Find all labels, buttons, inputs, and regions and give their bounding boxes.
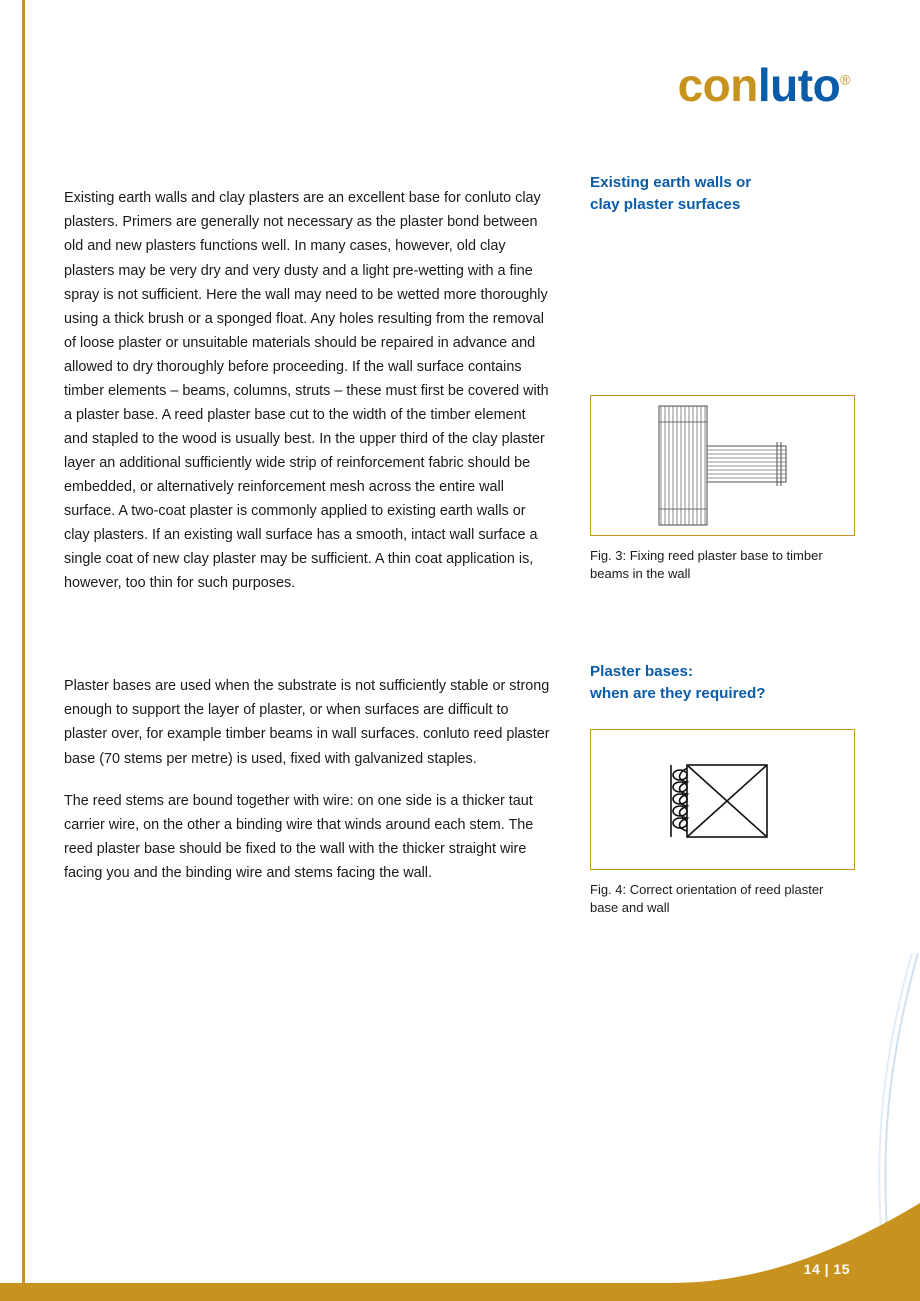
figure-3-caption: Fig. 3: Fixing reed plaster base to timber beams in the wall (590, 548, 823, 581)
page-number: 14 | 15 (803, 1261, 850, 1277)
paragraph: Existing earth walls and clay plasters are an excellent base for conluto clay plasters. Primers are generally not necessary as the plaster bond between old and new plasters functions well. In many cases, however, old clay plasters may be very dry and very dusty and a light pre-wetting with a fine spray is not sufficient. Here the wall may need to be wetted more thoroughly using a thick brush or a sponged float. Any holes resulting from the removal of loose plaster or unsuitable materials should be repaired in advance and allowed to dry thoroughly before proceeding. If the wall surface contains timber elements – beams, columns, struts – these must first be covered with a plaster base. A reed plaster base cut to the width of the timber element and stapled to the wood is usually best. In the upper third of the clay plaster layer an additional sufficiently wide strip of reinforcement fabric should be embedded, or alternatively reinforcement mesh across the entire wall surface. A two-coat plaster is commonly applied to existing earth walls or clay plasters. If an existing wall surface has a smooth, intact wall surface a single coat of new clay plaster may be sufficient. A thin coat application is, however, too thin for such purposes. (64, 190, 549, 592)
sidebar-heading-1 (590, 172, 855, 215)
registered-trademark-icon: ® (840, 71, 850, 88)
figure-4-drawing (591, 730, 854, 869)
sidebar-heading-2-line-1: Plaster bases: (590, 663, 693, 680)
sidebar-heading-1-line-2: clay plaster surfaces (590, 195, 741, 213)
figure-3-frame (590, 395, 855, 536)
sidebar-heading-1-line-1: Existing earth walls or (590, 174, 752, 191)
figure-4-caption: Fig. 4: Correct orientation of reed plaster base and wall (590, 882, 824, 915)
logo-text-con: con (677, 59, 758, 111)
logo-text-luto: luto (757, 59, 841, 111)
conluto-logo (678, 58, 850, 112)
sidebar-heading-2-line-2: when are they required? (590, 684, 766, 702)
paragraph: Plaster bases are used when the substrate is not sufficiently stable or strong enough to support the layer of plaster, or when surfaces are difficult to plaster over, for example timber beams in wall surfaces. conluto reed plaster base (70 stems per metre) is used, fixed with galvanized staples. (64, 678, 550, 767)
sidebar-heading-2 (590, 661, 855, 704)
sidebar-section-1 (590, 172, 855, 582)
footer-corner-shape (670, 1203, 920, 1283)
sidebar-section-2 (590, 661, 855, 916)
paragraph: The reed stems are bound together with wire: on one side is a thicker taut carrier wire, on the other a binding wire that winds around each stem. The reed plaster base should be fixed to the wall with the thicker straight wire facing you and the binding wire and stems facing the wall. (64, 792, 534, 881)
figure-3-drawing (591, 396, 854, 535)
figure-4-frame (590, 729, 855, 870)
footer-band (0, 1283, 920, 1301)
body-text-block-2 (64, 660, 550, 899)
body-text-block-1 (64, 172, 550, 610)
left-margin-rule (22, 0, 25, 1301)
